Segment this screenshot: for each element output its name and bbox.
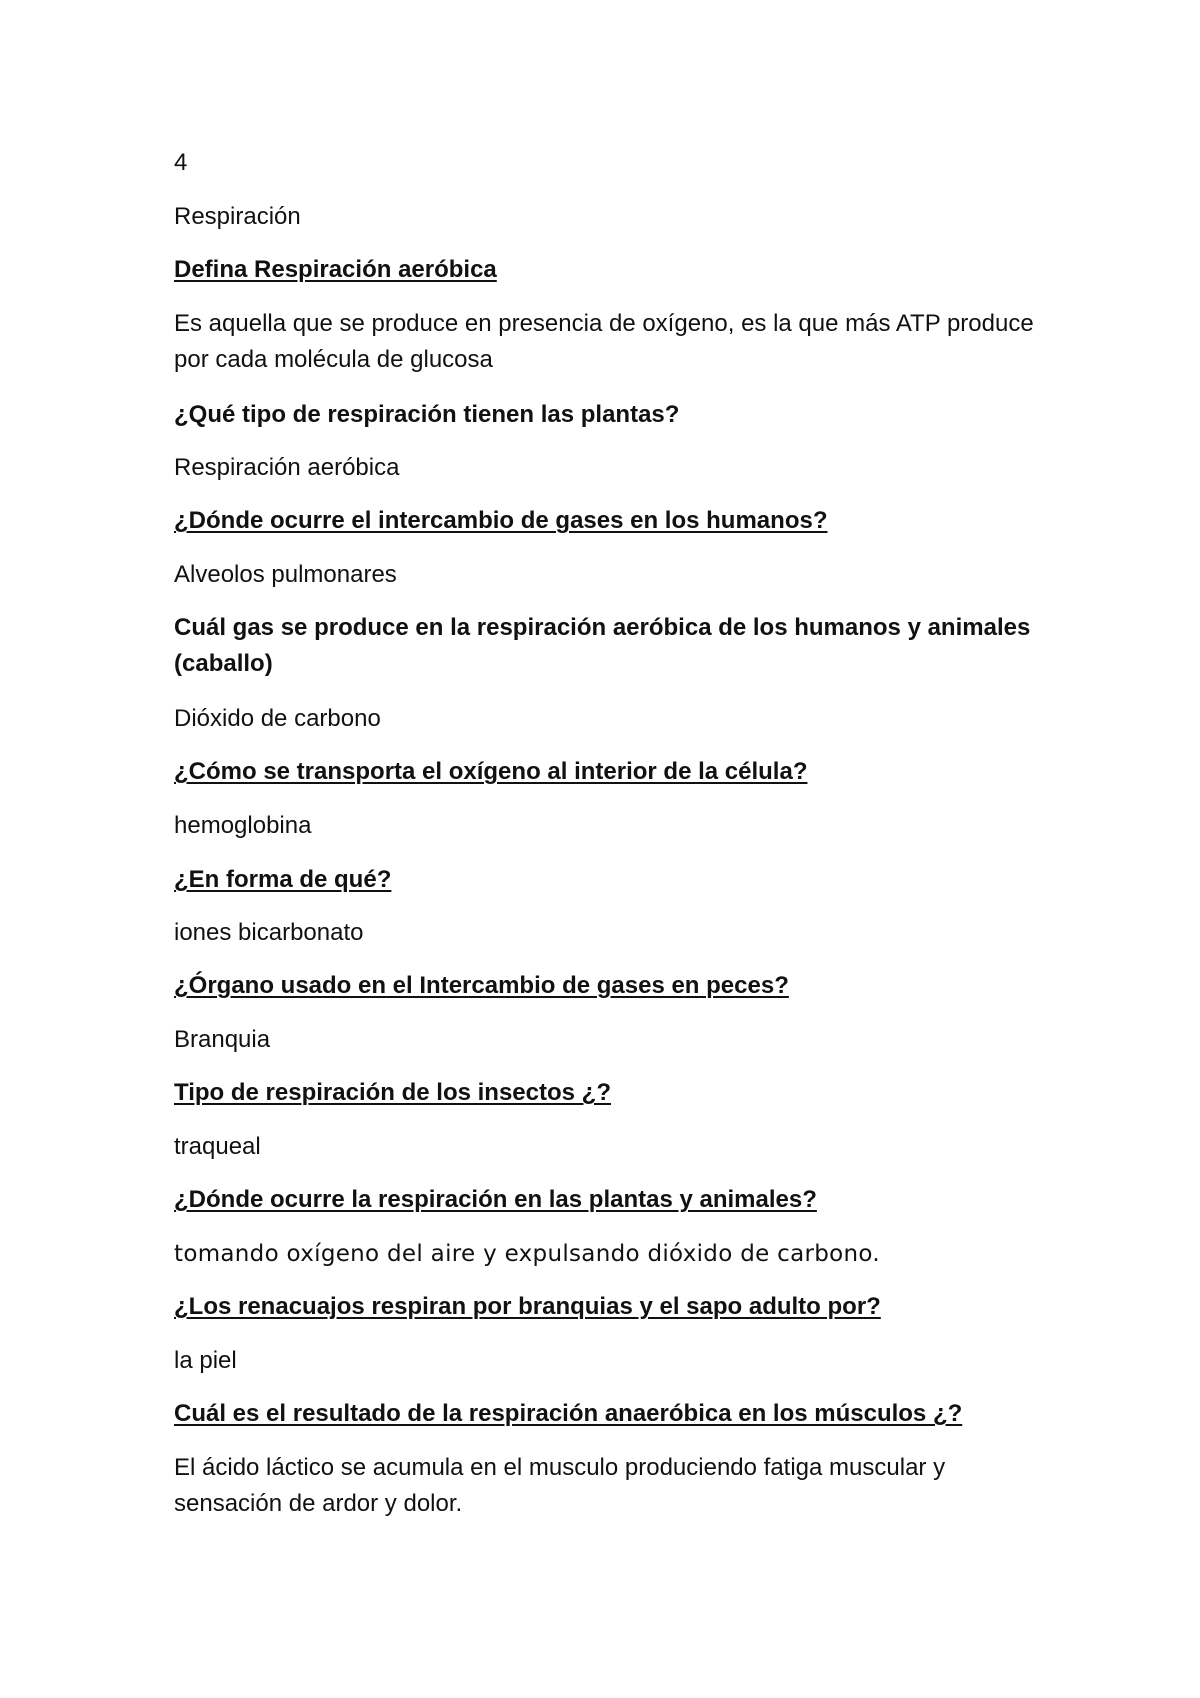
question-3: ¿Dónde ocurre el intercambio de gases en los humanos? [174, 507, 828, 534]
answer-1: Es aquella que se produce en presencia de oxígeno, es la que más ATP produce por cada molécula de glucosa [174, 310, 1034, 373]
question-4: Cuál gas se produce en la respiración aeróbica de los humanos y animales (caballo) [174, 614, 1031, 677]
answer-8: traqueal [174, 1133, 261, 1160]
answer-4: Dióxido de carbono [174, 705, 381, 732]
answer-3: Alveolos pulmonares [174, 561, 397, 588]
question-8: Tipo de respiración de los insectos ¿? [174, 1079, 611, 1106]
question-6: ¿En forma de qué? [174, 866, 392, 893]
answer-10: la piel [174, 1347, 237, 1374]
answer-11: El ácido láctico se acumula en el musculo produciendo fatiga muscular y sensación de ardor y dolor. [174, 1454, 946, 1517]
question-10: ¿Los renacuajos respiran por branquias y el sapo adulto por? [174, 1293, 881, 1320]
question-7: ¿Órgano usado en el Intercambio de gases en peces? [174, 972, 789, 999]
answer-7: Branquia [174, 1026, 271, 1053]
answer-2: Respiración aeróbica [174, 454, 400, 481]
answer-6: iones bicarbonato [174, 919, 364, 946]
question-2: ¿Qué tipo de respiración tienen las plantas? [174, 401, 680, 428]
question-11: Cuál es el resultado de la respiración anaeróbica en los músculos ¿? [174, 1400, 963, 1427]
page-number: 4 [174, 149, 188, 176]
question-5: ¿Cómo se transporta el oxígeno al interior de la célula? [174, 758, 808, 785]
answer-9: tomando oxígeno del aire y expulsando dióxido de carbono. [174, 1241, 880, 1267]
question-1: Defina Respiración aeróbica [174, 256, 497, 283]
answer-5: hemoglobina [174, 812, 312, 839]
topic-title: Respiración [174, 203, 301, 230]
question-9: ¿Dónde ocurre la respiración en las plantas y animales? [174, 1186, 817, 1213]
